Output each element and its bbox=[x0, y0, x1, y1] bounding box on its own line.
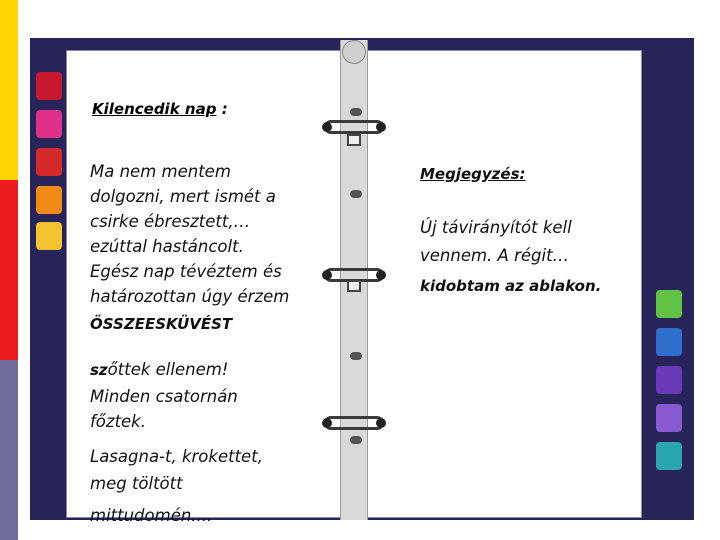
binder-ring bbox=[324, 416, 384, 430]
tab-yellow-left bbox=[36, 222, 62, 250]
ring-end-icon bbox=[322, 270, 332, 280]
diary-emphasis: ÖSSZEESKÜVÉST bbox=[90, 315, 233, 333]
ring-end-icon bbox=[376, 270, 386, 280]
punch-hole-icon bbox=[350, 352, 362, 360]
diary-line: Ma nem mentem bbox=[90, 162, 231, 181]
tab-pink-left bbox=[36, 110, 62, 138]
tab-red-left bbox=[36, 72, 62, 100]
tab-purple-right bbox=[656, 366, 682, 394]
tab-red2-left bbox=[36, 148, 62, 176]
day-title bbox=[92, 100, 228, 118]
tab-teal-right bbox=[656, 442, 682, 470]
note-title: Megjegyzés: bbox=[420, 165, 526, 183]
diary-line: főztek. bbox=[90, 412, 146, 431]
tab-green-right bbox=[656, 290, 682, 318]
diary-line: határozottan úgy érzem bbox=[90, 287, 290, 306]
day-title-text: Kilencedik nap bbox=[92, 100, 217, 118]
diary-bold-prefix: sz bbox=[90, 361, 108, 379]
day-title-suffix: : bbox=[221, 100, 228, 118]
tab-violet-right bbox=[656, 404, 682, 432]
note-line: Új távirányítót kell bbox=[420, 218, 572, 237]
side-stripe-slate bbox=[0, 360, 18, 540]
diary-line: mittudomén.... bbox=[90, 506, 213, 525]
clip-icon bbox=[347, 134, 361, 146]
punch-hole-icon bbox=[350, 190, 362, 198]
diary-line: dolgozni, mert ismét a bbox=[90, 187, 276, 206]
ring-end-icon bbox=[376, 418, 386, 428]
diary-line: Minden csatornán bbox=[90, 387, 238, 406]
diary-line bbox=[90, 358, 228, 383]
diary-line-rest: őttek ellenem! bbox=[107, 360, 229, 379]
diary-line: csirke ébresztett,… bbox=[90, 212, 251, 231]
binder-ring bbox=[324, 120, 384, 134]
punch-hole-icon bbox=[350, 108, 362, 116]
ring-end-icon bbox=[376, 122, 386, 132]
tab-blue-right bbox=[656, 328, 682, 356]
tab-orange-left bbox=[36, 186, 62, 214]
diary-line: Egész nap tévéztem és bbox=[90, 262, 282, 281]
note-bold-line: kidobtam az ablakon. bbox=[420, 277, 602, 295]
side-stripe-yellow bbox=[0, 0, 18, 180]
punch-hole-icon bbox=[350, 436, 362, 444]
note-line: vennem. A régit… bbox=[420, 246, 570, 265]
spine-cap bbox=[342, 40, 366, 64]
diary-line: meg töltött bbox=[90, 474, 183, 493]
diary-line: ezúttal hastáncolt. bbox=[90, 237, 244, 256]
clip-icon bbox=[347, 280, 361, 292]
side-stripe-red bbox=[0, 180, 18, 360]
ring-end-icon bbox=[322, 418, 332, 428]
ring-end-icon bbox=[322, 122, 332, 132]
diary-line: Lasagna-t, krokettet, bbox=[90, 447, 263, 466]
